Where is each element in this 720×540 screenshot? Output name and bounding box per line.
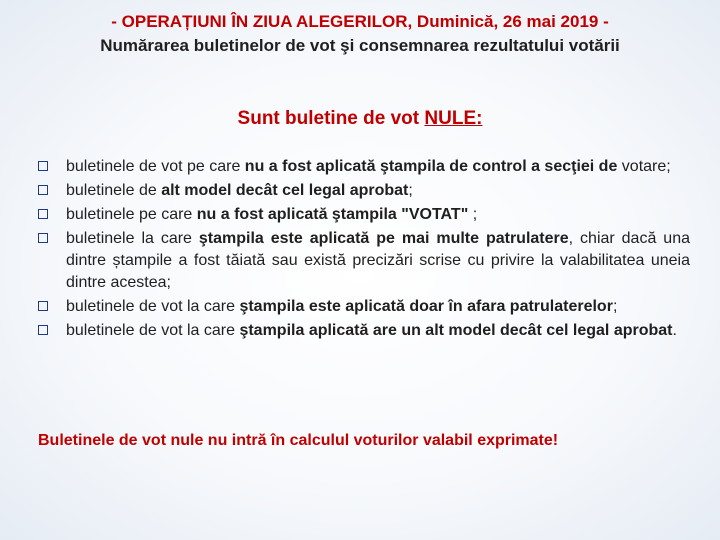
item-text-bold: alt model decât cel legal aprobat [161,182,409,199]
checkbox-bullet-icon [38,233,48,243]
slide-title: - OPERAȚIUNI ÎN ZIUA ALEGERILOR, Duminică, 26 mai 2019 - [111,12,609,31]
list-item [38,156,690,178]
checkbox-bullet-icon [38,325,48,335]
criteria-list [38,156,690,344]
list-item [38,296,690,318]
item-text: buletinele de vot la care [66,322,240,339]
list-item [38,204,690,226]
slide-header [0,10,720,58]
list-item [38,320,690,342]
list-item [38,228,690,294]
item-text: ; [612,298,618,315]
item-text: ; [468,206,478,223]
item-text: buletinele de vot pe care [66,158,245,175]
item-text: , chiar dacă una dintre ștampile a fost tăiată sau există precizări scrise cu privire la valabilitatea uneia dintre acestea; [66,230,690,291]
item-text-bold: ştampila este aplicată doar în afara patrulaterelor [239,298,613,315]
item-text: buletinele de vot la care [66,298,240,315]
item-text-bold: nu a fost aplicată ştampila de control a secţiei de [244,158,618,175]
slide-subtitle: Numărarea buletinelor de vot şi consemnarea rezultatului votării [100,36,620,55]
list-item [38,180,690,202]
checkbox-bullet-icon [38,185,48,195]
section-heading [0,108,720,130]
footer-note: Buletinele de vot nule nu intră în calculul voturilor valabil exprimate! [38,432,559,449]
item-text: buletinele la care [66,230,199,247]
section-heading-prefix: Sunt buletine de vot [237,108,425,129]
item-text: ; [408,182,413,199]
item-text-bold: ştampila este aplicată pe mai multe patrulatere [198,230,569,247]
checkbox-bullet-icon [38,209,48,219]
item-text: buletinele pe care [66,206,197,223]
item-text-bold: ştampila aplicată are un alt model decât cel legal aprobat [239,322,673,339]
item-text-bold: nu a fost aplicată ştampila "VOTAT" [196,206,469,223]
item-text: buletinele de [66,182,162,199]
section-heading-underlined: NULE: [424,108,483,129]
item-text: votare; [617,158,671,175]
checkbox-bullet-icon [38,161,48,171]
item-text: . [672,322,677,339]
checkbox-bullet-icon [38,301,48,311]
